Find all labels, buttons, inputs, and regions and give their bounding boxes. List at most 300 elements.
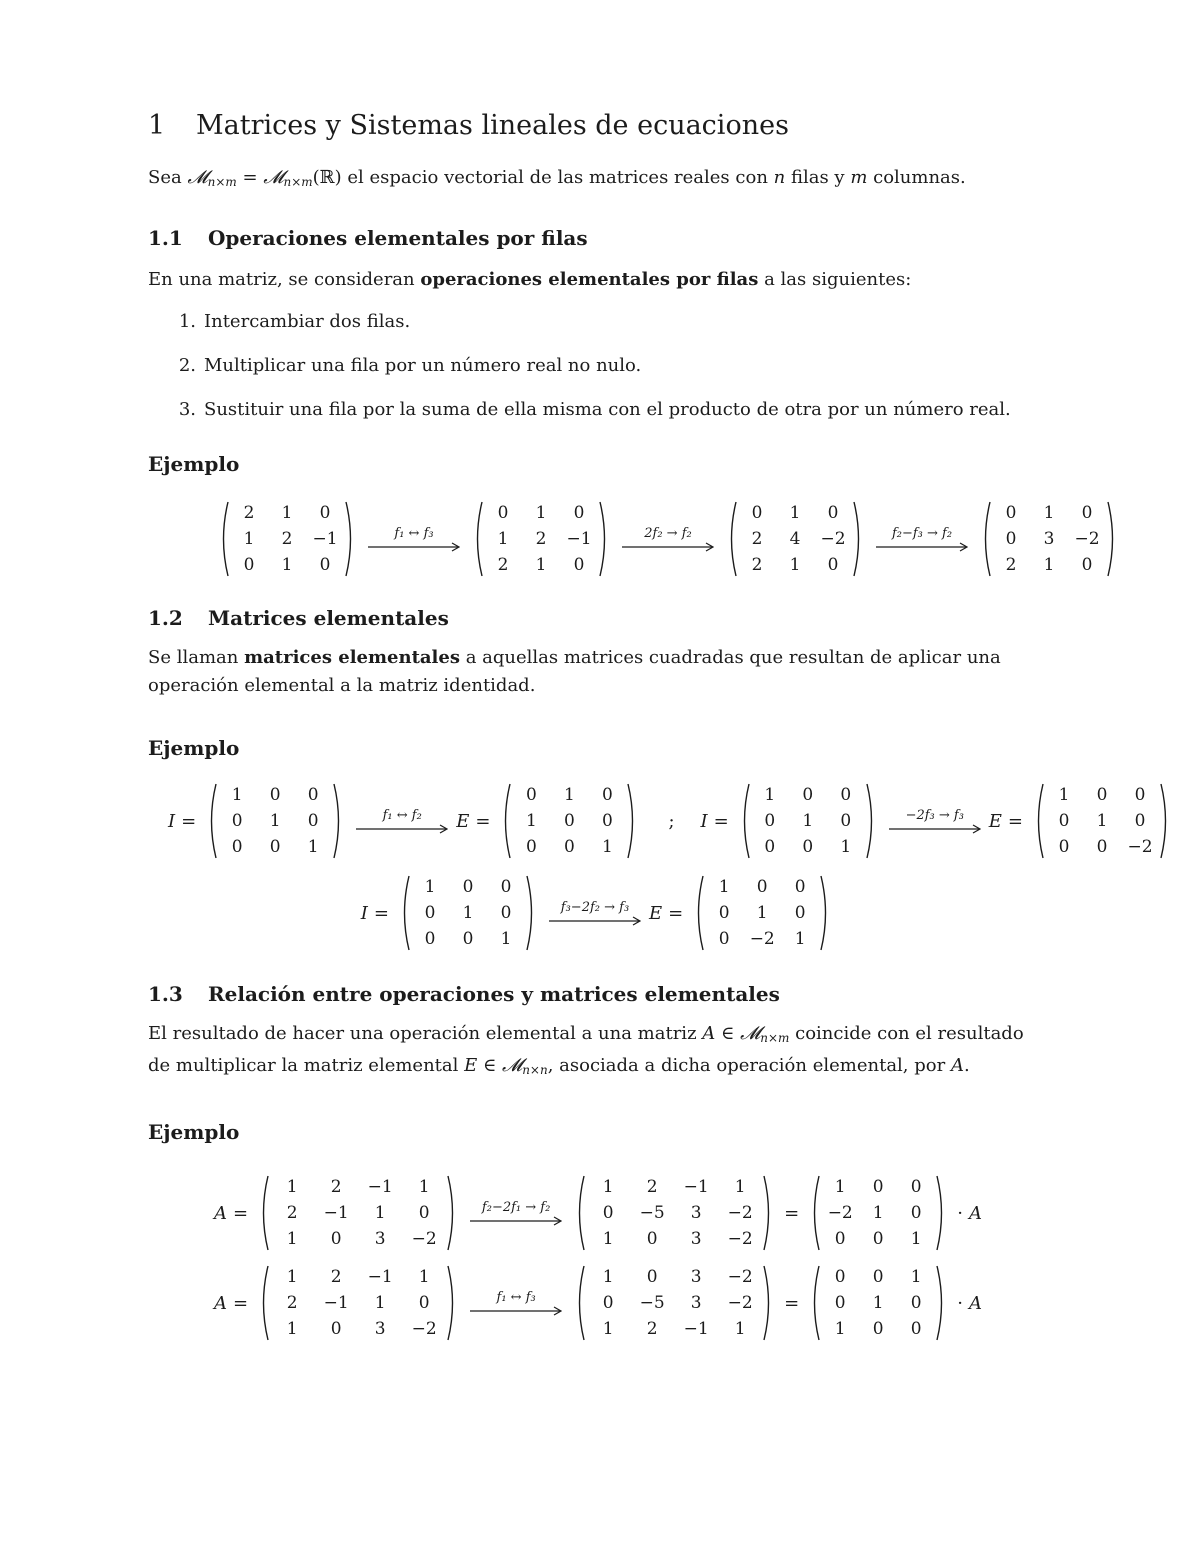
- matrix-entry: −1: [683, 1177, 709, 1197]
- right-paren-icon: [935, 1264, 947, 1342]
- matrix-cells: [992, 500, 1106, 578]
- matrix-entry: 0: [1096, 785, 1108, 805]
- matrix-entry: 1: [1043, 503, 1055, 523]
- matrix: [980, 500, 1118, 578]
- matrix-entry: 0: [1096, 837, 1108, 857]
- matrix-entry: 0: [497, 503, 509, 523]
- matrix-entry: 3: [690, 1203, 702, 1223]
- matrix: [574, 1264, 774, 1342]
- matrix-entry: 3: [374, 1319, 386, 1339]
- paragraph: [148, 644, 1048, 700]
- operation-arrow: [470, 1200, 562, 1226]
- subsection-number: 1.1: [148, 226, 183, 250]
- paragraph-text: El resultado de hacer una operación elemental a una matriz: [148, 1023, 703, 1044]
- operation-arrow: [549, 900, 641, 926]
- matrix-entry: 0: [764, 811, 776, 831]
- matrix-entry: 0: [424, 929, 436, 949]
- matrix-entry: 0: [564, 837, 575, 857]
- matrix-entry: 0: [646, 1267, 658, 1287]
- matrix-entry: 1: [834, 1177, 846, 1197]
- equals-sign: =: [784, 1292, 800, 1314]
- matrix: [258, 1264, 458, 1342]
- var-A: A: [214, 1292, 228, 1314]
- var-A: A: [968, 1202, 982, 1224]
- matrix-entry: 0: [1134, 785, 1146, 805]
- matrix-entry: 0: [827, 503, 839, 523]
- matrix-entry: 0: [751, 503, 763, 523]
- var-A: A: [214, 1202, 228, 1224]
- example-equation: [148, 1174, 1048, 1252]
- right-paren-icon: [865, 782, 877, 860]
- var-E: E: [456, 810, 470, 832]
- matrix: [1033, 782, 1171, 860]
- matrix-entry: −2: [411, 1229, 437, 1249]
- matrix-entry: 0: [756, 877, 768, 897]
- equals-sign: =: [784, 1202, 800, 1224]
- list-item: [148, 352, 1048, 380]
- matrix-entry: −1: [312, 529, 338, 549]
- in-symbol: ∈: [477, 1055, 503, 1076]
- arrow-icon: [470, 1306, 562, 1316]
- operation-label: f₁ ↔ f₃: [394, 526, 434, 541]
- operation-label: f₂−2f₁ → f₂: [481, 1200, 551, 1215]
- matrix-entry: 1: [526, 811, 537, 831]
- matrix-entry: 0: [231, 837, 243, 857]
- matrix-entry: −2: [411, 1319, 437, 1339]
- paragraph-text: de multiplicar la matriz elemental: [148, 1055, 465, 1076]
- matrix-cells: [751, 782, 865, 860]
- matrix-entry: 0: [872, 1267, 884, 1287]
- matrix-entry: 1: [374, 1203, 386, 1223]
- subsection-heading: [148, 226, 1048, 250]
- right-paren-icon: [626, 782, 638, 860]
- right-paren-icon: [344, 500, 356, 578]
- var-I: I: [168, 810, 176, 832]
- matrix-entry: 0: [910, 1203, 922, 1223]
- left-paren-icon: [739, 782, 751, 860]
- matrix-entry: 1: [424, 877, 436, 897]
- matrix: [693, 874, 831, 952]
- matrix-entry: 1: [718, 877, 730, 897]
- matrix-entry: 1: [564, 785, 575, 805]
- intro-text: filas y: [785, 167, 851, 188]
- arrow-icon: [356, 824, 448, 834]
- matrix: [739, 782, 877, 860]
- matrix-entry: 0: [319, 555, 331, 575]
- matrix-entry: 2: [286, 1203, 298, 1223]
- left-paren-icon: [809, 1174, 821, 1252]
- operation-arrow: [470, 1290, 562, 1316]
- space-symbol: 𝓜: [187, 167, 208, 188]
- matrix-entry: 1: [307, 837, 319, 857]
- matrix: [218, 500, 356, 578]
- intro-text: Sea: [148, 167, 188, 188]
- right-paren-icon: [819, 874, 831, 952]
- product-dot: ·: [957, 1202, 963, 1224]
- matrix-entry: 1: [764, 785, 776, 805]
- var-A: A: [968, 1292, 982, 1314]
- matrix-entry: 2: [751, 529, 763, 549]
- matrix-entry: 0: [602, 1203, 614, 1223]
- left-paren-icon: [399, 874, 411, 952]
- matrix-entry: 0: [872, 1229, 884, 1249]
- matrix-entry: 1: [602, 1177, 614, 1197]
- paragraph: [148, 1020, 1048, 1084]
- intro-text: el espacio vectorial de las matrices reales con: [341, 167, 774, 188]
- right-paren-icon: [332, 782, 344, 860]
- matrix-entry: −5: [639, 1293, 665, 1313]
- numbered-list: [148, 308, 1048, 424]
- matrix-entry: 0: [573, 555, 585, 575]
- matrix-entry: 0: [573, 503, 585, 523]
- matrix-entry: 3: [374, 1229, 386, 1249]
- matrix-entry: 0: [910, 1293, 922, 1313]
- matrix-entry: 1: [602, 1229, 614, 1249]
- equals-sign: =: [1007, 810, 1023, 832]
- matrix-entry: 1: [756, 903, 768, 923]
- space-symbol: 𝓜: [502, 1055, 523, 1076]
- space-symbol: 𝓜: [263, 167, 284, 188]
- var-E: E: [464, 1055, 478, 1076]
- matrix-entry: 0: [564, 811, 575, 831]
- right-paren-icon: [1106, 500, 1118, 578]
- paragraph-text: .: [963, 1055, 970, 1076]
- matrix-entry: 1: [872, 1293, 884, 1313]
- operation-label: f₃−2f₂ → f₃: [560, 900, 630, 915]
- space-subscript: n×n: [522, 1063, 548, 1077]
- matrix-entry: 0: [526, 837, 537, 857]
- matrix-entry: 2: [286, 1293, 298, 1313]
- in-symbol: ∈: [715, 1023, 741, 1044]
- matrix-entry: 0: [243, 555, 255, 575]
- matrix-entry: 3: [690, 1267, 702, 1287]
- left-paren-icon: [693, 874, 705, 952]
- matrix-cells: [270, 1264, 446, 1342]
- matrix-cells: [738, 500, 852, 578]
- matrix-entry: 0: [462, 929, 474, 949]
- matrix-entry: 0: [269, 837, 281, 857]
- section-title: Matrices y Sistemas lineales de ecuaciones: [196, 110, 789, 141]
- equals-sign: =: [181, 810, 197, 832]
- arrow-icon: [549, 916, 641, 926]
- matrix: [500, 782, 638, 860]
- space-field: (ℝ): [312, 167, 342, 188]
- matrix-entry: 1: [418, 1177, 430, 1197]
- right-paren-icon: [762, 1174, 774, 1252]
- matrix-entry: 4: [789, 529, 801, 549]
- matrix-entry: 0: [330, 1319, 342, 1339]
- right-paren-icon: [446, 1264, 458, 1342]
- matrix-entry: 0: [1058, 837, 1070, 857]
- matrix-entry: 1: [602, 1319, 614, 1339]
- var-I: I: [700, 810, 708, 832]
- matrix-entry: 0: [910, 1177, 922, 1197]
- operation-label: f₁ ↔ f₃: [496, 1290, 536, 1305]
- section-intro: [148, 164, 1048, 196]
- arrow-icon: [368, 542, 460, 552]
- left-paren-icon: [980, 500, 992, 578]
- paragraph-text: operación elemental a la matriz identidad.: [148, 675, 536, 696]
- matrix-entry: 0: [307, 785, 319, 805]
- example-label: Ejemplo: [148, 1120, 240, 1144]
- matrix-entry: 0: [1005, 503, 1017, 523]
- operation-label: −2f₃ → f₃: [905, 808, 964, 823]
- matrix-entry: 1: [286, 1319, 298, 1339]
- matrix-entry: 2: [243, 503, 255, 523]
- matrix-entry: 1: [286, 1177, 298, 1197]
- matrix-entry: 0: [1134, 811, 1146, 831]
- matrix-entry: 1: [231, 785, 243, 805]
- equals-sign: =: [668, 902, 684, 924]
- operation-arrow: [356, 808, 448, 834]
- matrix-entry: 1: [602, 837, 613, 857]
- matrix-entry: 2: [646, 1319, 658, 1339]
- matrix-entry: 0: [802, 785, 814, 805]
- equals-sign: =: [475, 810, 491, 832]
- right-paren-icon: [852, 500, 864, 578]
- var-n: n: [773, 167, 786, 188]
- subsection-title: Matrices elementales: [208, 606, 449, 630]
- paragraph-text: a aquellas matrices cuadradas que resultan de aplicar una: [459, 647, 1001, 668]
- matrix-entry: 3: [1043, 529, 1055, 549]
- matrix: [472, 500, 610, 578]
- left-paren-icon: [574, 1264, 586, 1342]
- matrix-entry: 1: [910, 1267, 922, 1287]
- right-paren-icon: [762, 1264, 774, 1342]
- var-E: E: [648, 902, 663, 924]
- list-item: [148, 396, 1048, 424]
- matrix-entry: −1: [367, 1267, 393, 1287]
- equals-sign: =: [233, 1292, 249, 1314]
- matrix-entry: 0: [269, 785, 281, 805]
- matrix-entry: 1: [497, 529, 509, 549]
- matrix-entry: 1: [243, 529, 255, 549]
- matrix-entry: 0: [526, 785, 537, 805]
- matrix-entry: 2: [497, 555, 509, 575]
- matrix-cells: [230, 500, 344, 578]
- matrix: [726, 500, 864, 578]
- matrix-entry: 0: [840, 811, 852, 831]
- left-paren-icon: [258, 1264, 270, 1342]
- arrow-icon: [876, 542, 968, 552]
- matrix-entry: 2: [646, 1177, 658, 1197]
- matrix-entry: 0: [602, 785, 613, 805]
- right-paren-icon: [935, 1174, 947, 1252]
- matrix-entry: 0: [500, 903, 512, 923]
- matrix-entry: −2: [727, 1203, 753, 1223]
- section-heading: [148, 110, 1048, 144]
- matrix-entry: 0: [1081, 555, 1093, 575]
- space-subscript: n×m: [760, 1031, 790, 1045]
- example-equation: [148, 874, 1048, 952]
- equals-sign: =: [236, 167, 264, 188]
- matrix-entry: −5: [639, 1203, 665, 1223]
- matrix-entry: 2: [1005, 555, 1017, 575]
- matrix: [809, 1264, 947, 1342]
- right-paren-icon: [525, 874, 537, 952]
- example-equation: [168, 782, 1153, 860]
- left-paren-icon: [1033, 782, 1045, 860]
- matrix-cells: [411, 874, 525, 952]
- var-I: I: [360, 902, 368, 924]
- example-equation: [148, 1264, 1048, 1342]
- operation-label: 2f₂ → f₂: [644, 526, 692, 541]
- matrix-entry: 1: [794, 929, 806, 949]
- matrix-cells: [270, 1174, 446, 1252]
- example-label: Ejemplo: [148, 736, 240, 760]
- matrix-cells: [218, 782, 332, 860]
- matrix-entry: −1: [323, 1203, 349, 1223]
- matrix-entry: 0: [424, 903, 436, 923]
- matrix-entry: 1: [1096, 811, 1108, 831]
- left-paren-icon: [218, 500, 230, 578]
- paragraph-text: a las siguientes:: [758, 269, 912, 290]
- list-number: 2.: [178, 355, 196, 376]
- operation-arrow: [368, 526, 460, 552]
- arrow-icon: [889, 824, 981, 834]
- left-paren-icon: [206, 782, 218, 860]
- matrix: [206, 782, 344, 860]
- matrix-entry: 0: [602, 1293, 614, 1313]
- matrix-entry: 1: [269, 811, 281, 831]
- operation-arrow: [622, 526, 714, 552]
- left-paren-icon: [472, 500, 484, 578]
- paragraph-text: Se llaman: [148, 647, 245, 668]
- matrix-entry: 1: [734, 1319, 746, 1339]
- matrix-entry: 1: [281, 555, 293, 575]
- var-E: E: [988, 810, 1002, 832]
- operation-label: f₂−f₃ → f₂: [891, 526, 953, 541]
- equals-sign: =: [713, 810, 729, 832]
- matrix: [574, 1174, 774, 1252]
- matrix-entry: 2: [281, 529, 293, 549]
- subsection-heading: [148, 982, 1048, 1006]
- matrix-entry: 2: [330, 1177, 342, 1197]
- list-text: Multiplicar una fila por un número real no nulo.: [204, 355, 642, 376]
- subsection-title: Relación entre operaciones y matrices elementales: [208, 982, 780, 1006]
- intro-text: columnas.: [867, 167, 966, 188]
- list-number: 3.: [178, 399, 196, 420]
- matrix-entry: 0: [602, 811, 613, 831]
- list-text: Sustituir una fila por la suma de ella misma con el producto de otra por un número real.: [204, 399, 1011, 420]
- matrix-entry: 1: [734, 1177, 746, 1197]
- example-label: Ejemplo: [148, 452, 240, 476]
- matrix-entry: 0: [500, 877, 512, 897]
- matrix-entry: 0: [307, 811, 319, 831]
- var-A: A: [702, 1023, 716, 1044]
- matrix-entry: 2: [330, 1267, 342, 1287]
- matrix-entry: 0: [1058, 811, 1070, 831]
- list-text: Intercambiar dos filas.: [204, 311, 411, 332]
- matrix-entry: −2: [1127, 837, 1153, 857]
- matrix-entry: 0: [834, 1229, 846, 1249]
- left-paren-icon: [726, 500, 738, 578]
- paragraph: [148, 266, 1048, 294]
- matrix-cells: [705, 874, 819, 952]
- matrix-entry: −2: [727, 1267, 753, 1287]
- matrix-entry: −1: [323, 1293, 349, 1313]
- matrix-entry: 0: [764, 837, 776, 857]
- equals-sign: =: [373, 902, 389, 924]
- matrix-entry: 0: [418, 1203, 430, 1223]
- matrix-entry: 0: [319, 503, 331, 523]
- matrix-entry: −2: [727, 1229, 753, 1249]
- matrix-entry: 0: [418, 1293, 430, 1313]
- matrix-entry: 0: [1081, 503, 1093, 523]
- matrix-entry: 1: [840, 837, 852, 857]
- left-paren-icon: [809, 1264, 821, 1342]
- matrix-entry: 1: [535, 555, 547, 575]
- right-paren-icon: [598, 500, 610, 578]
- space-subscript: n×m: [283, 175, 313, 189]
- matrix-entry: 1: [535, 503, 547, 523]
- left-paren-icon: [258, 1174, 270, 1252]
- separator: ;: [668, 810, 675, 832]
- left-paren-icon: [500, 782, 512, 860]
- matrix-entry: −1: [683, 1319, 709, 1339]
- matrix-entry: −2: [827, 1203, 853, 1223]
- space-symbol: 𝓜: [740, 1023, 761, 1044]
- operation-arrow: [876, 526, 968, 552]
- var-m: m: [850, 167, 868, 188]
- matrix-entry: 0: [1005, 529, 1017, 549]
- matrix-entry: 1: [500, 929, 512, 949]
- list-number: 1.: [178, 311, 196, 332]
- matrix-entry: 0: [794, 877, 806, 897]
- matrix-entry: 0: [802, 837, 814, 857]
- matrix: [258, 1174, 458, 1252]
- matrix-entry: 0: [910, 1319, 922, 1339]
- matrix-cells: [821, 1174, 935, 1252]
- matrix-entry: 0: [231, 811, 243, 831]
- matrix-entry: 0: [834, 1267, 846, 1287]
- equals-sign: =: [233, 1202, 249, 1224]
- matrix-entry: 0: [834, 1293, 846, 1313]
- matrix-cells: [512, 782, 626, 860]
- operation-label: f₁ ↔ f₂: [382, 808, 422, 823]
- matrix-entry: 0: [872, 1319, 884, 1339]
- var-A: A: [950, 1055, 964, 1076]
- left-paren-icon: [574, 1174, 586, 1252]
- arrow-icon: [470, 1216, 562, 1226]
- matrix-entry: 2: [535, 529, 547, 549]
- matrix-entry: 0: [462, 877, 474, 897]
- matrix-entry: 1: [872, 1203, 884, 1223]
- paragraph-text: , asociada a dicha operación elemental, por: [547, 1055, 951, 1076]
- matrix-entry: 1: [286, 1267, 298, 1287]
- matrix-entry: 2: [751, 555, 763, 575]
- paragraph-text: En una matriz, se consideran: [148, 269, 421, 290]
- matrix-entry: 1: [1058, 785, 1070, 805]
- subsection-heading: [148, 606, 1048, 630]
- matrix-entry: −2: [749, 929, 775, 949]
- subsection-number: 1.2: [148, 606, 183, 630]
- example-equation: [214, 500, 1100, 578]
- matrix: [809, 1174, 947, 1252]
- right-paren-icon: [1159, 782, 1171, 860]
- matrix-cells: [586, 1174, 762, 1252]
- arrow-icon: [622, 542, 714, 552]
- matrix-cells: [1045, 782, 1159, 860]
- matrix-cells: [484, 500, 598, 578]
- page-content: [148, 110, 1153, 1342]
- matrix-entry: 1: [374, 1293, 386, 1313]
- matrix-entry: 0: [794, 903, 806, 923]
- bold-term: operaciones elementales por filas: [420, 269, 759, 290]
- right-paren-icon: [446, 1174, 458, 1252]
- matrix-entry: −1: [566, 529, 592, 549]
- matrix-entry: 1: [602, 1267, 614, 1287]
